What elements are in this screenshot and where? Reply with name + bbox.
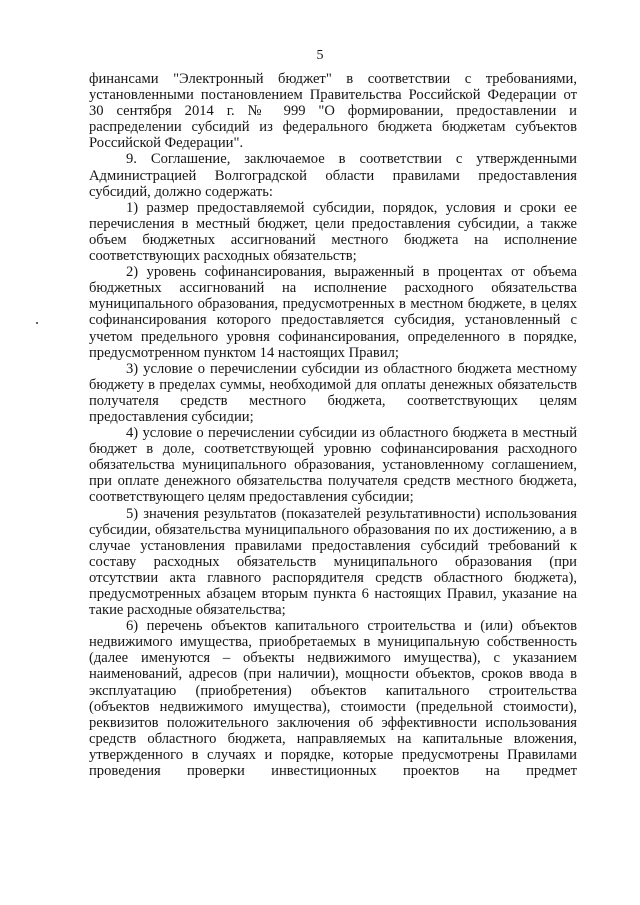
paragraph-subitem-5: 5) значения результатов (показателей результативности) использования субсидии, обязательства муниципального образования по их достижению, а в случае установления правилами предоставления субсидий требований к составу расходных обязательств муниципального образования (при отсутствии акта главного распорядителя средств областного бюджета), предусмотренных абзацем вторым пункта 6 настоящих Правил, указание на такие расходные обязательства; — [89, 505, 577, 619]
page-number: 5 — [316, 48, 324, 63]
paragraph-continuation: финансами "Электронный бюджет" в соответствии с требованиями, установленными постановлением Правительства Российской Федерации от 30 сентября 2014 г. № 999 "О формировании, предоставлении и распределении субсидий из федерального бюджета бюджетам субъектов Российской Федерации". — [89, 71, 577, 152]
paragraph-item-9: 9. Соглашение, заключаемое в соответствии с утвержденными Администрацией Волгоградской области правилами предоставления субсидий, должно содержать: — [89, 151, 577, 200]
paragraph-subitem-1: 1) размер предоставляемой субсидии, порядок, условия и сроки ее перечисления в местный бюджет, цели предоставления субсидии, а также объем бюджетных ассигнований местного бюджета на исполнение соответствующих расходных обязательств; — [89, 199, 577, 265]
paragraph-subitem-3: 3) условие о перечислении субсидии из областного бюджета местному бюджету в пределах суммы, необходимой для оплаты денежных обязательств получателя средств местного бюджета, соответствующих целям предоставления субсидии; — [89, 360, 577, 425]
margin-mark — [36, 322, 38, 324]
paragraph-subitem-2: 2) уровень софинансирования, выраженный в процентах от объема бюджетных ассигнований на исполнение расходного обязательства муниципального образования, предусмотренных в местном бюджете, в целях софинансирования которого предоставляется субсидия, установленный с учетом предельного уровня софинансирования, определенного в порядке, предусмотренном пунктом 14 настоящих Правил; — [89, 264, 577, 361]
paragraph-subitem-4: 4) условие о перечислении субсидии из областного бюджета в местный бюджет в доле, соответствующей уровню софинансирования расходного обязательства муниципального образования, установленному соглашением, при оплате денежного обязательства получателя средств местного бюджета, соответствующего целям предоставления субсидии; — [89, 425, 577, 506]
document-body — [89, 71, 577, 779]
paragraph-subitem-6: 6) перечень объектов капитального строительства и (или) объектов недвижимого имущества, приобретаемых в муниципальную собственность (далее именуются – объекты недвижимого имущества), с указанием наименований, адресов (при наличии), мощности объектов, сроков ввода в эксплуатацию (приобретения) объектов капитального строительства (объектов недвижимого имущества), стоимости (предельной стоимости), реквизитов положительного заключения об эффективности использования средств областного бюджета, направляемых на капитальные вложения, утвержденного в случаях и порядке, которые предусмотрены Правилами проведения проверки инвестиционных проектов на предмет — [89, 618, 577, 780]
